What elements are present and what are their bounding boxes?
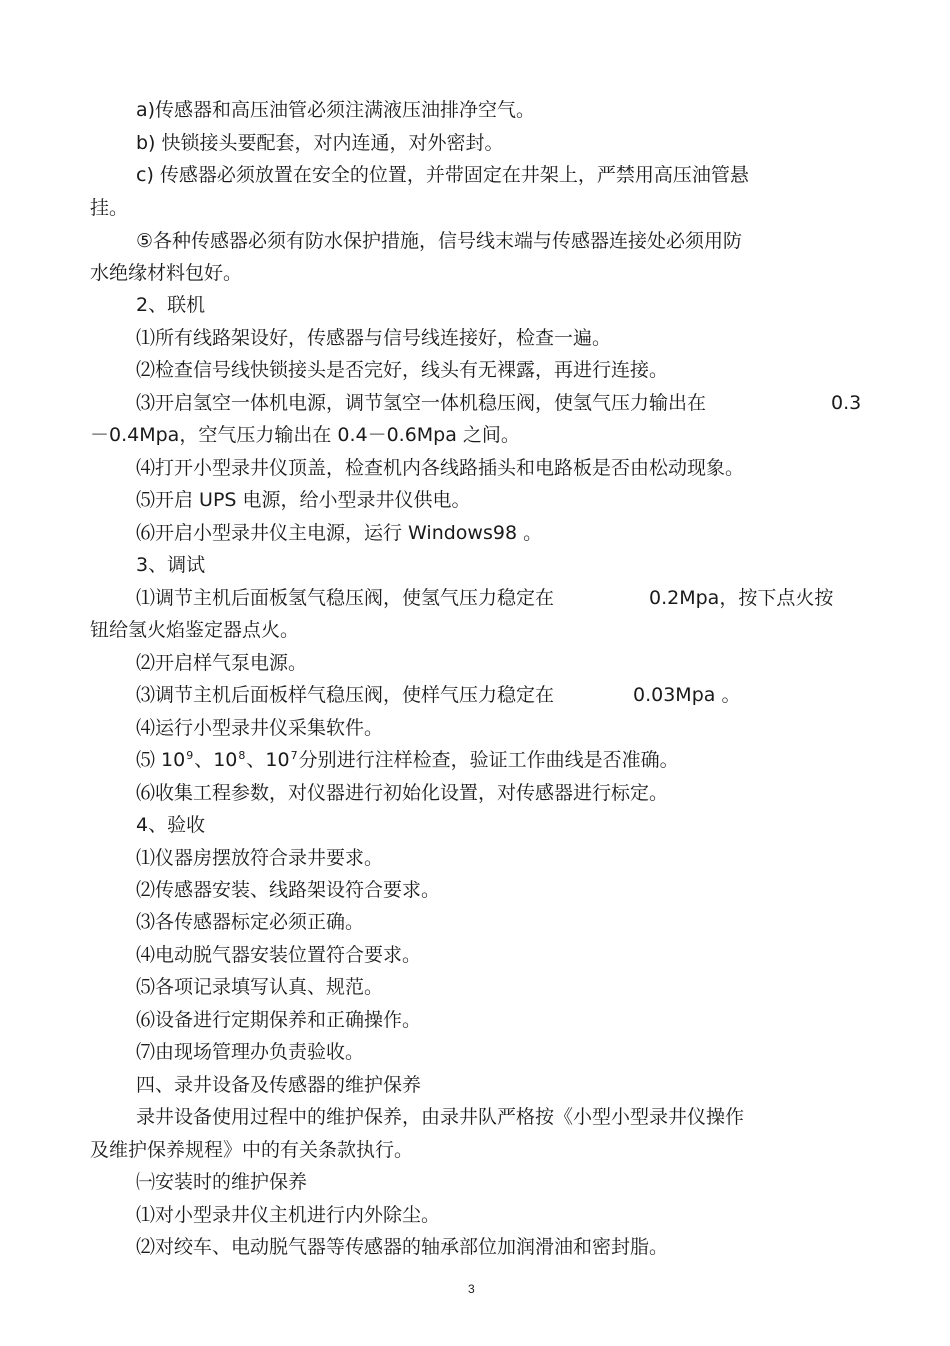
text-line-tail: 0.3: [831, 392, 862, 414]
text-line: ⑶开启氢空一体机电源，调节氢空一体机稳压阀，使氢气压力输出在: [136, 392, 707, 414]
text-segment: 、10: [246, 749, 290, 771]
page-number: 3: [468, 1282, 475, 1296]
text-line: ⑹设备进行定期保养和正确操作。: [136, 1009, 422, 1031]
text-line: ⑶调节主机后面板样气稳压阀，使样气压力稳定在: [136, 684, 555, 706]
text-line: －0.4Mpa，空气压力输出在 0.4－0.6Mpa 之间。: [90, 424, 520, 446]
superscript: 8: [238, 749, 246, 762]
text-segment: 、10: [194, 749, 238, 771]
text-line-tail: 0.03Mpa 。: [633, 684, 741, 706]
text-line: ⑵对绞车、电动脱气器等传感器的轴承部位加润滑油和密封脂。: [136, 1236, 669, 1258]
text-line: 及维护保养规程》中的有关条款执行。: [90, 1139, 414, 1161]
text-line: ⑴仪器房摆放符合录井要求。: [136, 847, 384, 869]
text-line: c) 传感器必须放置在安全的位置，并带固定在井架上，严禁用高压油管悬: [136, 164, 749, 186]
text-line: ⑵开启样气泵电源。: [136, 652, 308, 674]
text-line: ⑸各项记录填写认真、规范。: [136, 976, 384, 998]
text-line-tail: 0.2Mpa，按下点火按: [649, 587, 834, 609]
superscript: 7: [290, 749, 298, 762]
text-line: ⑺由现场管理办负责验收。: [136, 1041, 365, 1063]
section-heading: 2、联机: [136, 294, 206, 316]
text-line: 钮给氢火焰鉴定器点火。: [90, 619, 300, 641]
text-line: ⑷打开小型录井仪顶盖，检查机内各线路插头和电路板是否由松动现象。: [136, 457, 745, 479]
text-line: ⑷运行小型录井仪采集软件。: [136, 717, 384, 739]
section-heading: 3、调试: [136, 554, 206, 576]
text-line: ⑷电动脱气器安装位置符合要求。: [136, 944, 422, 966]
text-line: ⑴所有线路架设好，传感器与信号线连接好，检查一遍。: [136, 327, 612, 349]
text-segment: ⑸ 10: [136, 749, 186, 771]
text-line: 录井设备使用过程中的维护保养，由录井队严格按《小型小型录井仪操作: [136, 1106, 745, 1128]
text-segment: 分别进行注样检查，验证工作曲线是否准确。: [298, 749, 679, 771]
text-line: ⑵检查信号线快锁接头是否完好，线头有无裸露，再进行连接。: [136, 359, 669, 381]
text-line: ⑸开启 UPS 电源，给小型录井仪供电。: [136, 489, 471, 511]
text-line: 挂。: [90, 197, 129, 219]
text-line: ⑹收集工程参数，对仪器进行初始化设置，对传感器进行标定。: [136, 782, 669, 804]
superscript: 9: [186, 749, 194, 762]
text-line: ⑶各传感器标定必须正确。: [136, 911, 365, 933]
text-line: ⑹开启小型录井仪主电源，运行 Windows98 。: [136, 522, 543, 544]
text-line: b) 快锁接头要配套，对内连通，对外密封。: [136, 132, 504, 154]
subsection-heading: ㈠安装时的维护保养: [136, 1171, 308, 1193]
section-heading: 四、录井设备及传感器的维护保养: [136, 1074, 422, 1096]
text-line: ⑵传感器安装、线路架设符合要求。: [136, 879, 441, 901]
text-line: a)传感器和高压油管必须注满液压油排净空气。: [136, 99, 536, 121]
text-line: ⑴对小型录井仪主机进行内外除尘。: [136, 1204, 441, 1226]
text-line: ⑴调节主机后面板氢气稳压阀，使氢气压力稳定在: [136, 587, 555, 609]
section-heading: 4、验收: [136, 814, 206, 836]
text-line: [136, 748, 679, 772]
text-line: 水绝缘材料包好。: [90, 262, 243, 284]
text-line: ⑤各种传感器必须有防水保护措施，信号线末端与传感器连接处必须用防: [136, 230, 743, 252]
